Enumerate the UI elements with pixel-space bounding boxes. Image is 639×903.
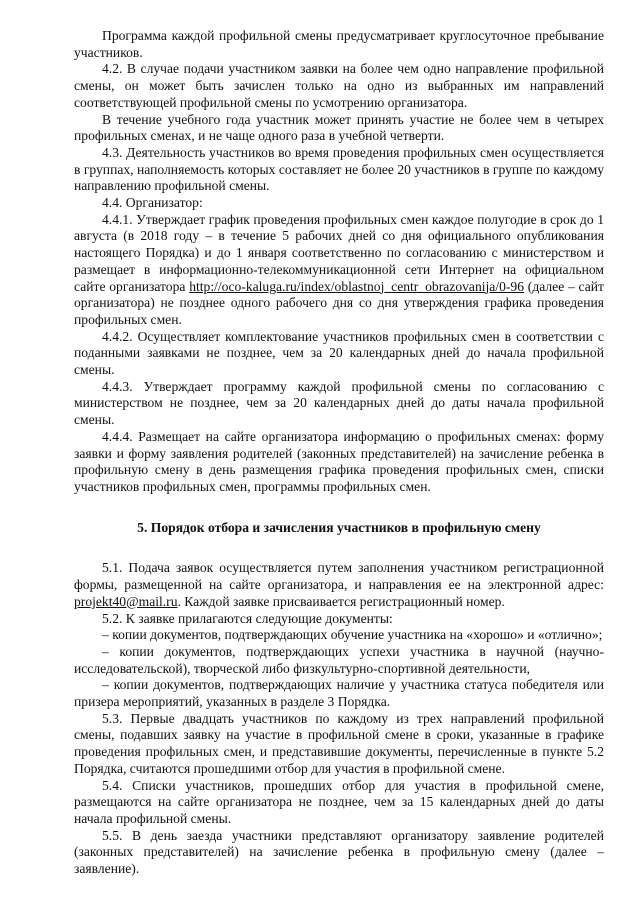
organizer-site-link[interactable]: http://oco-kaluga.ru/index/oblastnoj_centr_obrazovanija/0-96 bbox=[189, 278, 525, 294]
paragraph-4-4-1-text-a: 4.4.1. Утверждает график проведения профильных смен каждое полугодие в срок до 1 августа (в 2018 году – в течение 5 рабочих дней со дня официального опубликования настоящего Порядка) и до 1 января соответственно по согласованию с министерством и размещает в информационно-телекоммуникационной сети Интернет на официальном сайте организатора bbox=[74, 211, 604, 294]
paragraph-4-4-1-text-b: (далее – сайт организатора) не позднее одного рабочего дня со дня утверждения графика проведения профильных смен. bbox=[74, 278, 604, 327]
paragraph-5-1-text-a: 5.1. Подача заявок осуществляется путем заполнения участником регистрационной формы, размещенной на сайте организатора, и направления ее на электронной адрес: bbox=[74, 560, 604, 593]
paragraph-intro: Программа каждой профильной смены предусматривает круглосуточное пребывание участников. bbox=[74, 28, 604, 60]
paragraph-year-limit: В течение учебного года участник может принять участие не более чем в четырех профильных сменах, и не чаще одного раза в учебной четверти. bbox=[74, 111, 604, 144]
document-page bbox=[74, 28, 604, 878]
paragraph-4-4-1 bbox=[74, 212, 604, 329]
paragraph-4-3: 4.3. Деятельность участников во время проведения профильных смен осуществляется в группах, наполняемость которых составляет не более 20 участников в группе по каждому направлению профильной смены. bbox=[74, 144, 605, 194]
section-gap bbox=[74, 536, 604, 560]
email-link[interactable]: projekt40@mail.ru bbox=[74, 593, 178, 609]
paragraph-5-4: 5.4. Списки участников, прошедших отбор для участия в профильной смене, размещаются на сайте организатора не позднее, чем за 15 календарных дней до даты начала профильной смены. bbox=[74, 777, 604, 826]
list-item-dash-1: – копии документов, подтверждающих обучение участника на «хорошо» и «отлично»; bbox=[102, 627, 603, 643]
paragraph-4-4: 4.4. Организатор: bbox=[102, 195, 203, 211]
paragraph-4-4-2: 4.4.2. Осуществляет комплектование участников профильных смен в соответствии с поданными заявками не позднее, чем за 20 календарных дней до начала профильной смены. bbox=[74, 328, 604, 378]
list-item-dash-3: – копии документов, подтверждающих наличие у участника статуса победителя или призера мероприятий, указанных в разделе 3 Порядка. bbox=[74, 677, 604, 710]
paragraph-5-1 bbox=[74, 560, 604, 610]
paragraph-5-5: 5.5. В день заезда участники представляют организатору заявление родителей (законных представителей) на зачисление ребенка в профильную смену (далее – заявление). bbox=[74, 827, 604, 877]
section-5-heading: 5. Порядок отбора и зачисления участников в профильную смену bbox=[137, 519, 541, 535]
paragraph-4-4-4: 4.4.4. Размещает на сайте организатора информацию о профильных сменах: форму заявки и форму заявления родителей (законных представителей) на зачисление ребенка в профильную смену в день размещения графика проведения профильных смен, списки участников профильных смен, программы профильных смен. bbox=[74, 428, 604, 494]
paragraph-4-2: 4.2. В случае подачи участником заявки на более чем одно направление профильной смены, он может быть зачислен только на одно из выбранных им направлений соответствующей профильной смены по усмотрению организатора. bbox=[74, 61, 604, 110]
paragraph-4-4-3: 4.4.3. Утверждает программу каждой профильной смены по согласованию с министерством не позднее, чем за 20 календарных дней до даты начала профильной смены. bbox=[74, 378, 604, 428]
section-gap bbox=[74, 496, 604, 520]
list-item-dash-2: – копии документов, подтверждающих успехи участника в научной (научно-исследовательской), творческой либо физкультурно-спортивной деятельности, bbox=[74, 643, 604, 676]
paragraph-5-1-text-b: . Каждой заявке присваивается регистрационный номер. bbox=[177, 593, 505, 609]
paragraph-5-3: 5.3. Первые двадцать участников по каждому из трех направлений профильной смены, подавших заявку на участие в профильной смене в сроки, указанные в графике проведения профильных смен, и представившие документы, перечисленные в пункте 5.2 Порядка, считаются прошедшими отбор для участия в профильной смене. bbox=[74, 710, 604, 776]
paragraph-5-2: 5.2. К заявке прилагаются следующие документы: bbox=[102, 610, 393, 626]
